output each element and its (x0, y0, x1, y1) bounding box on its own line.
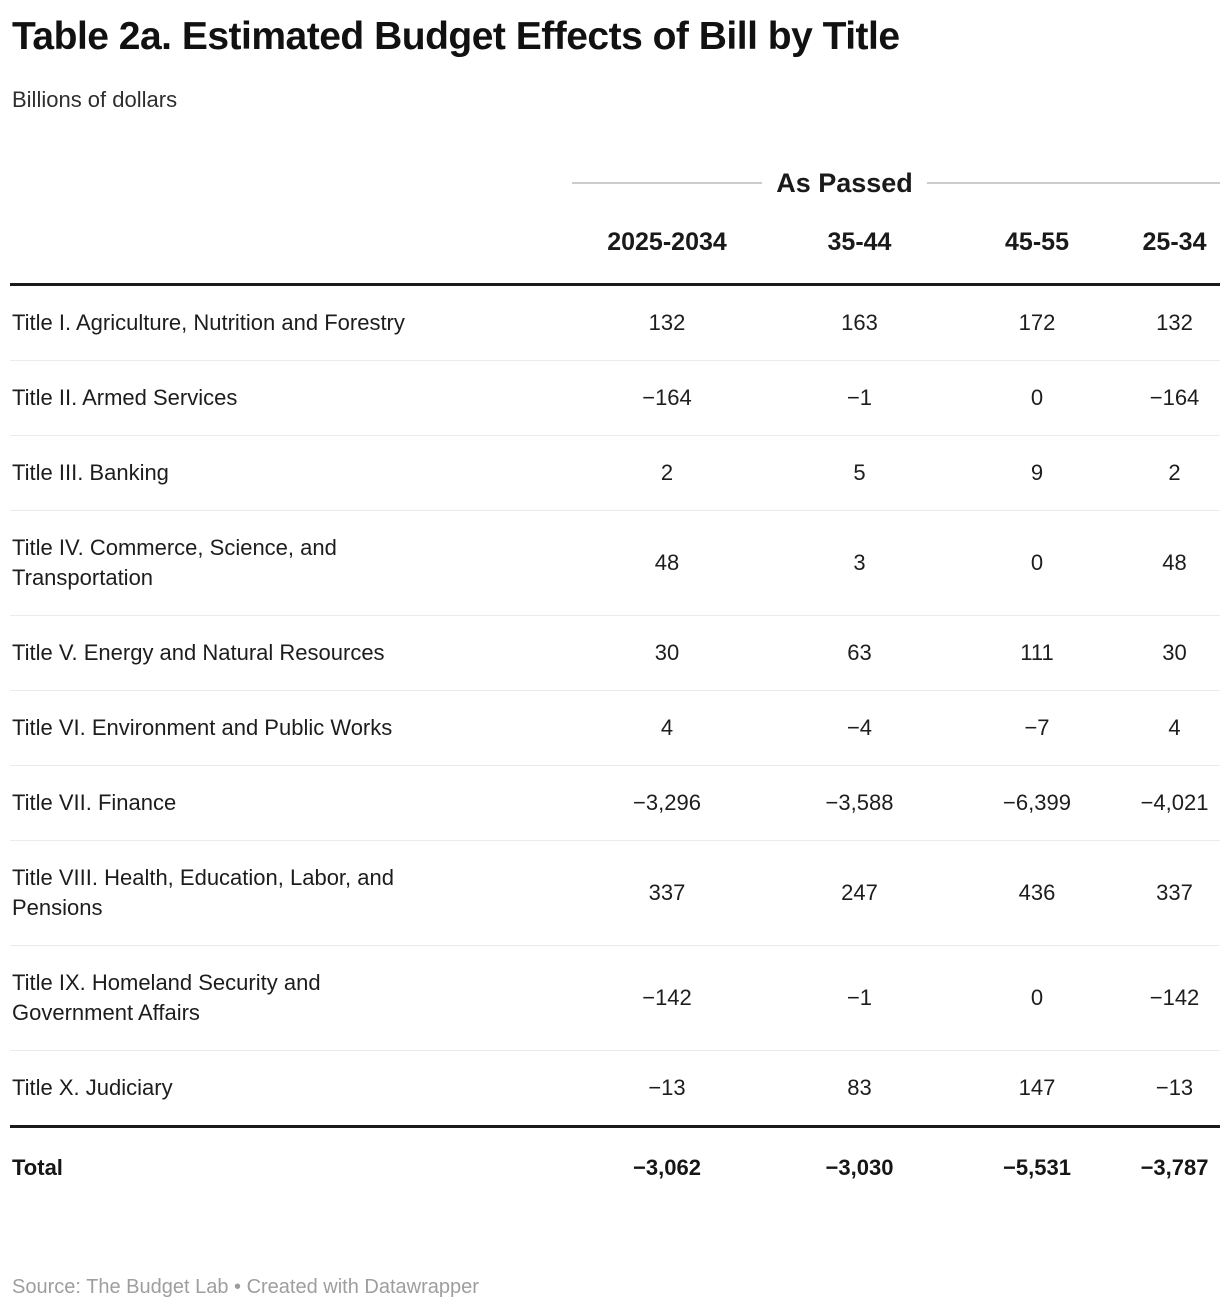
group-rule-clipped (1117, 182, 1220, 184)
row-label: Title VIII. Health, Education, Labor, and Pensions (10, 841, 572, 946)
cell-value: 0 (957, 946, 1117, 1051)
row-label: Title VI. Environment and Public Works (10, 691, 572, 766)
cell-value: 163 (841, 310, 878, 335)
cell-value: −7 (957, 691, 1117, 766)
cell-value: 337 (572, 841, 762, 946)
row-label: Title IX. Homeland Security and Government Affairs (10, 946, 572, 1051)
row-label: Title IV. Commerce, Science, and Transportation (10, 511, 572, 616)
subtitle: Billions of dollars (12, 87, 178, 112)
cell-value: 132 (1156, 310, 1193, 335)
cell-value: 4 (572, 691, 762, 766)
cell-value: 3 (762, 511, 957, 616)
row-label: Title X. Judiciary (10, 1051, 572, 1127)
cell-value: −6,399 (957, 766, 1117, 841)
cell-value: −164 (572, 361, 762, 436)
cell-value: 0 (957, 511, 1117, 616)
cell-value: 2 (572, 436, 762, 511)
group-rule-left (572, 182, 762, 184)
cell-value: −142 (572, 946, 762, 1051)
total-value: −3,062 (572, 1127, 762, 1209)
cell-value: 172 (1018, 310, 1056, 335)
group-header-clipped (1117, 156, 1220, 210)
total-value: −5,531 (957, 1127, 1117, 1209)
table-row (10, 841, 1220, 946)
cell-value: 247 (762, 841, 957, 946)
cell-value: 0 (957, 361, 1117, 436)
cell-value: 147 (957, 1051, 1117, 1127)
row-label: Title VII. Finance (10, 766, 572, 841)
column-header-45-55: 45-55 (957, 210, 1117, 285)
table-row (10, 691, 1220, 766)
column-header-2025-2034: 2025-2034 (572, 210, 762, 285)
table-row (10, 511, 1220, 616)
cell-value: 337 (1117, 841, 1220, 946)
table-row (10, 946, 1220, 1051)
total-value: −3,030 (762, 1127, 957, 1209)
cell-value: 48 (1117, 511, 1220, 616)
cell-value: −1 (762, 946, 957, 1051)
cell-value: 5 (762, 436, 957, 511)
source-note: Source: The Budget Lab • Created with Datawrapper (12, 1276, 479, 1298)
page-title: Table 2a. Estimated Budget Effects of Bill by Title (12, 15, 900, 58)
row-label: Title I. Agriculture, Nutrition and Forestry (12, 310, 405, 335)
cell-value: −3,296 (572, 766, 762, 841)
table-row (10, 1051, 1220, 1127)
row-label: Title II. Armed Services (10, 361, 572, 436)
group-label-as-passed: As Passed (776, 167, 913, 198)
cell-value: 9 (957, 436, 1117, 511)
group-header-row (10, 156, 1220, 210)
cell-value: −3,588 (762, 766, 957, 841)
cell-value: 83 (762, 1051, 957, 1127)
cell-value: −13 (572, 1051, 762, 1127)
cell-value: −13 (1117, 1051, 1220, 1127)
cell-value: −142 (1117, 946, 1220, 1051)
column-header-empty (10, 210, 572, 285)
cell-value: −4,021 (1117, 766, 1220, 841)
total-row (10, 1127, 1220, 1209)
table-row (10, 616, 1220, 691)
table-viewport (0, 156, 1220, 1208)
cell-value: 2 (1117, 436, 1220, 511)
column-header-25-34: 25-34 (1117, 210, 1220, 285)
total-value: −3,787 (1117, 1127, 1220, 1209)
cell-value: 4 (1117, 691, 1220, 766)
cell-value: 132 (648, 310, 686, 335)
cell-value: −4 (762, 691, 957, 766)
cell-value: 30 (1117, 616, 1220, 691)
cell-value: 111 (957, 616, 1117, 691)
column-header-row (10, 210, 1220, 285)
budget-effects-table (10, 156, 1220, 1208)
table-row (10, 766, 1220, 841)
cell-value: −1 (762, 361, 957, 436)
row-label: Title III. Banking (10, 436, 572, 511)
row-label: Title V. Energy and Natural Resources (10, 616, 572, 691)
cell-value: 30 (572, 616, 762, 691)
group-rule-right (927, 182, 1117, 184)
cell-value: 436 (957, 841, 1117, 946)
column-header-35-44: 35-44 (762, 210, 957, 285)
cell-value: −164 (1117, 361, 1220, 436)
group-header-spacer (10, 156, 572, 210)
cell-value: 48 (572, 511, 762, 616)
cell-value: 63 (762, 616, 957, 691)
table-row (10, 361, 1220, 436)
group-header-as-passed (572, 156, 1117, 210)
table-row (10, 436, 1220, 511)
total-label: Total (10, 1127, 572, 1209)
table-row (10, 285, 1220, 361)
